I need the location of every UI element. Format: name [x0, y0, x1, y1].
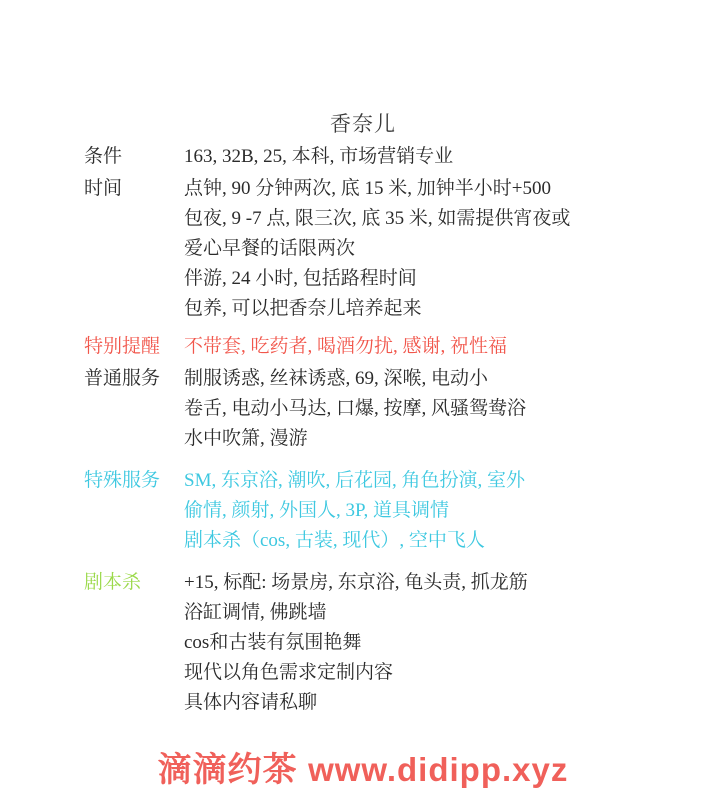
text-line: 现代以角色需求定制内容 — [184, 662, 394, 683]
text-line: 剧本杀（cos, 古装, 现代）, 空中飞人 — [184, 530, 485, 551]
text-line: 伴游, 24 小时, 包括路程时间 — [184, 268, 417, 289]
row-special-reminder — [84, 332, 684, 362]
text-line: 卷舌, 电动小马达, 口爆, 按摩, 风骚鸳鸯浴 — [184, 398, 527, 419]
text-line: cos和古装有氛围艳舞 — [184, 632, 362, 653]
row-conditions — [84, 142, 684, 172]
text-line: 偷情, 颜射, 外国人, 3P, 道具调情 — [184, 500, 449, 521]
row-label-script-kill: 剧本杀 — [84, 572, 142, 593]
row-label-special-reminder: 特别提醒 — [84, 336, 161, 357]
row-values-normal-service — [184, 364, 684, 454]
row-time — [84, 174, 684, 324]
row-label-conditions: 条件 — [84, 146, 123, 167]
text-line: 制服诱惑, 丝袜诱惑, 69, 深喉, 电动小 — [184, 368, 489, 389]
footer-url[interactable]: www.didipp.xyz — [308, 751, 569, 788]
row-label-premium-service: 特殊服务 — [84, 470, 161, 491]
row-values-script-kill — [184, 568, 684, 718]
text-line: 点钟, 90 分钟两次, 底 15 米, 加钟半小时+500 — [184, 178, 551, 199]
text-line: 包养, 可以把香奈儿培养起来 — [184, 298, 422, 319]
text-line: +15, 标配: 场景房, 东京浴, 龟头责, 抓龙筋 — [184, 572, 528, 593]
row-values-premium-service — [184, 466, 684, 556]
row-values-special-reminder — [184, 332, 684, 362]
text-line: 不带套, 吃药者, 喝酒勿扰, 感谢, 祝性福 — [184, 336, 508, 357]
row-label-normal-service: 普通服务 — [84, 368, 161, 389]
text-line: 163, 32B, 25, 本科, 市场营销专业 — [184, 146, 454, 167]
row-premium-service — [84, 466, 684, 556]
text-line: 爱心早餐的话限两次 — [184, 238, 356, 259]
spacer — [84, 456, 684, 466]
document-body — [84, 142, 684, 720]
row-normal-service — [84, 364, 684, 454]
text-line: 具体内容请私聊 — [184, 692, 318, 713]
spacer — [84, 558, 684, 568]
row-label-time: 时间 — [84, 178, 123, 199]
text-line: 浴缸调情, 佛跳墙 — [184, 602, 327, 623]
row-script-kill — [84, 568, 684, 718]
footer-brand: 滴滴约茶 — [157, 751, 298, 789]
page-title: 香奈儿 — [330, 112, 396, 136]
text-line: 水中吹箫, 漫游 — [184, 428, 308, 449]
footer-banner — [0, 742, 726, 791]
text-line: SM, 东京浴, 潮吹, 后花园, 角色扮演, 室外 — [184, 470, 525, 491]
row-values-time — [184, 174, 684, 324]
row-values-conditions — [184, 142, 684, 172]
text-line: 包夜, 9 -7 点, 限三次, 底 35 米, 如需提供宵夜或 — [184, 208, 571, 229]
